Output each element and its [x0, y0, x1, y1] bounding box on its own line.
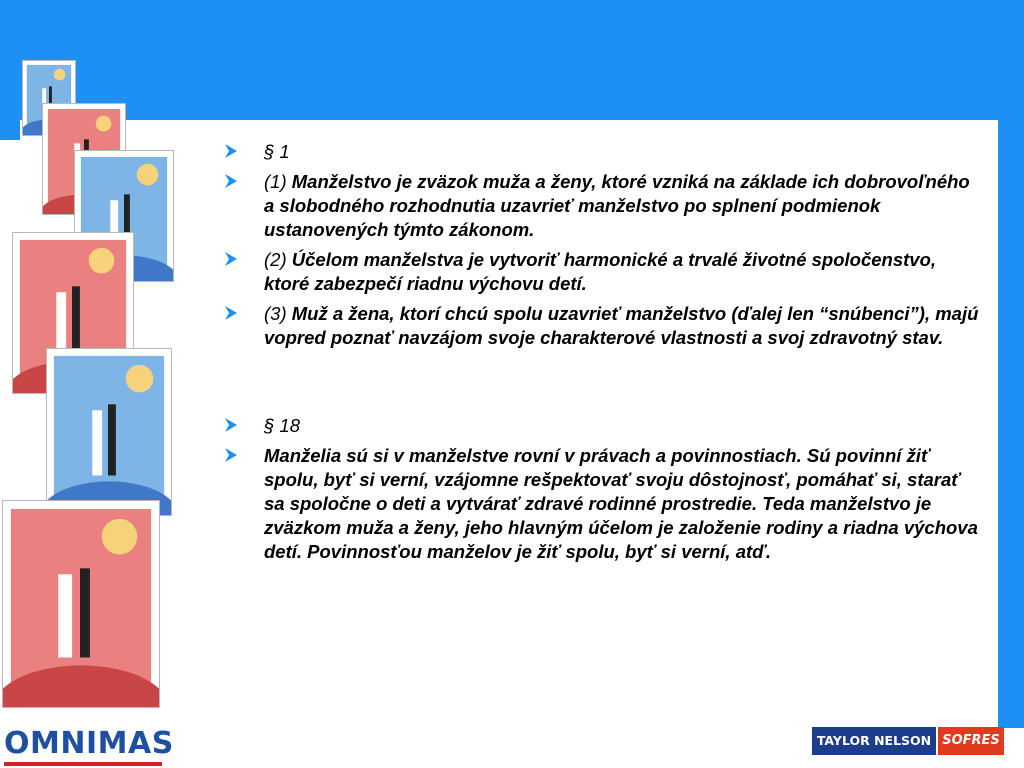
item-number: (1) [264, 171, 292, 192]
tns-logo-main: TAYLOR NELSON [812, 727, 936, 755]
item-number: (3) [264, 303, 292, 324]
item-text: Muž a žena, ktorí chcú spolu uzavrieť manželstvo (ďalej len “snúbenci”), majú vopred poznať navzájom svoje charakterové vlastnosti a svoj zdravotný stav. [264, 303, 979, 348]
tns-logo [812, 727, 1004, 755]
wedding-card-5 [46, 348, 172, 516]
arrow-bullet-icon [224, 173, 238, 189]
list-item [224, 170, 984, 242]
item-text: Manželstvo je zväzok muža a ženy, ktoré vzniká na základe ich dobrovoľného a slobodného rozhodnutia uzavrieť manželstvo po splnení podmienok ustanovených týmto zákonom. [264, 171, 970, 240]
wedding-card-6 [2, 500, 160, 708]
spacer [224, 356, 984, 414]
arrow-bullet-icon [224, 417, 238, 433]
list-item [224, 248, 984, 296]
list-item [224, 444, 984, 564]
left-blue-band [0, 0, 20, 140]
arrow-bullet-icon [224, 143, 238, 159]
right-blue-band [998, 0, 1024, 728]
item-text: Účelom manželstva je vytvoriť harmonické a trvalé životné spoločenstvo, ktoré zabezpečí riadnu výchovu detí. [264, 249, 937, 294]
omnimas-logo: OMNIMAS [4, 726, 174, 761]
arrow-bullet-icon [224, 251, 238, 267]
item-number: § 1 [264, 141, 290, 162]
omnimas-logo-underline [4, 762, 162, 766]
list-item [224, 140, 984, 164]
item-number: (2) [264, 249, 292, 270]
list-item [224, 414, 984, 438]
item-text: Manželia sú si v manželstve rovní v právach a povinnostiach. Sú povinní žiť spolu, byť si verní, vzájomne rešpektovať svoju dôstojnosť, pomáhať si, starať sa spoločne o deti a vytvárať zdravé rodinné prostredie. Teda manželstvo je zväzkom muža a ženy, jeho hlavným účelom je založenie rodiny a riadna výchova detí. Povinnosťou manželov je žiť spolu, byť si verní, atď. [264, 445, 978, 562]
list-item [224, 302, 984, 350]
arrow-bullet-icon [224, 447, 238, 463]
item-number: § 18 [264, 415, 301, 436]
tns-logo-accent: SOFRES [938, 727, 1004, 755]
arrow-bullet-icon [224, 305, 238, 321]
top-blue-band [0, 0, 1024, 120]
slide-content [224, 140, 984, 570]
